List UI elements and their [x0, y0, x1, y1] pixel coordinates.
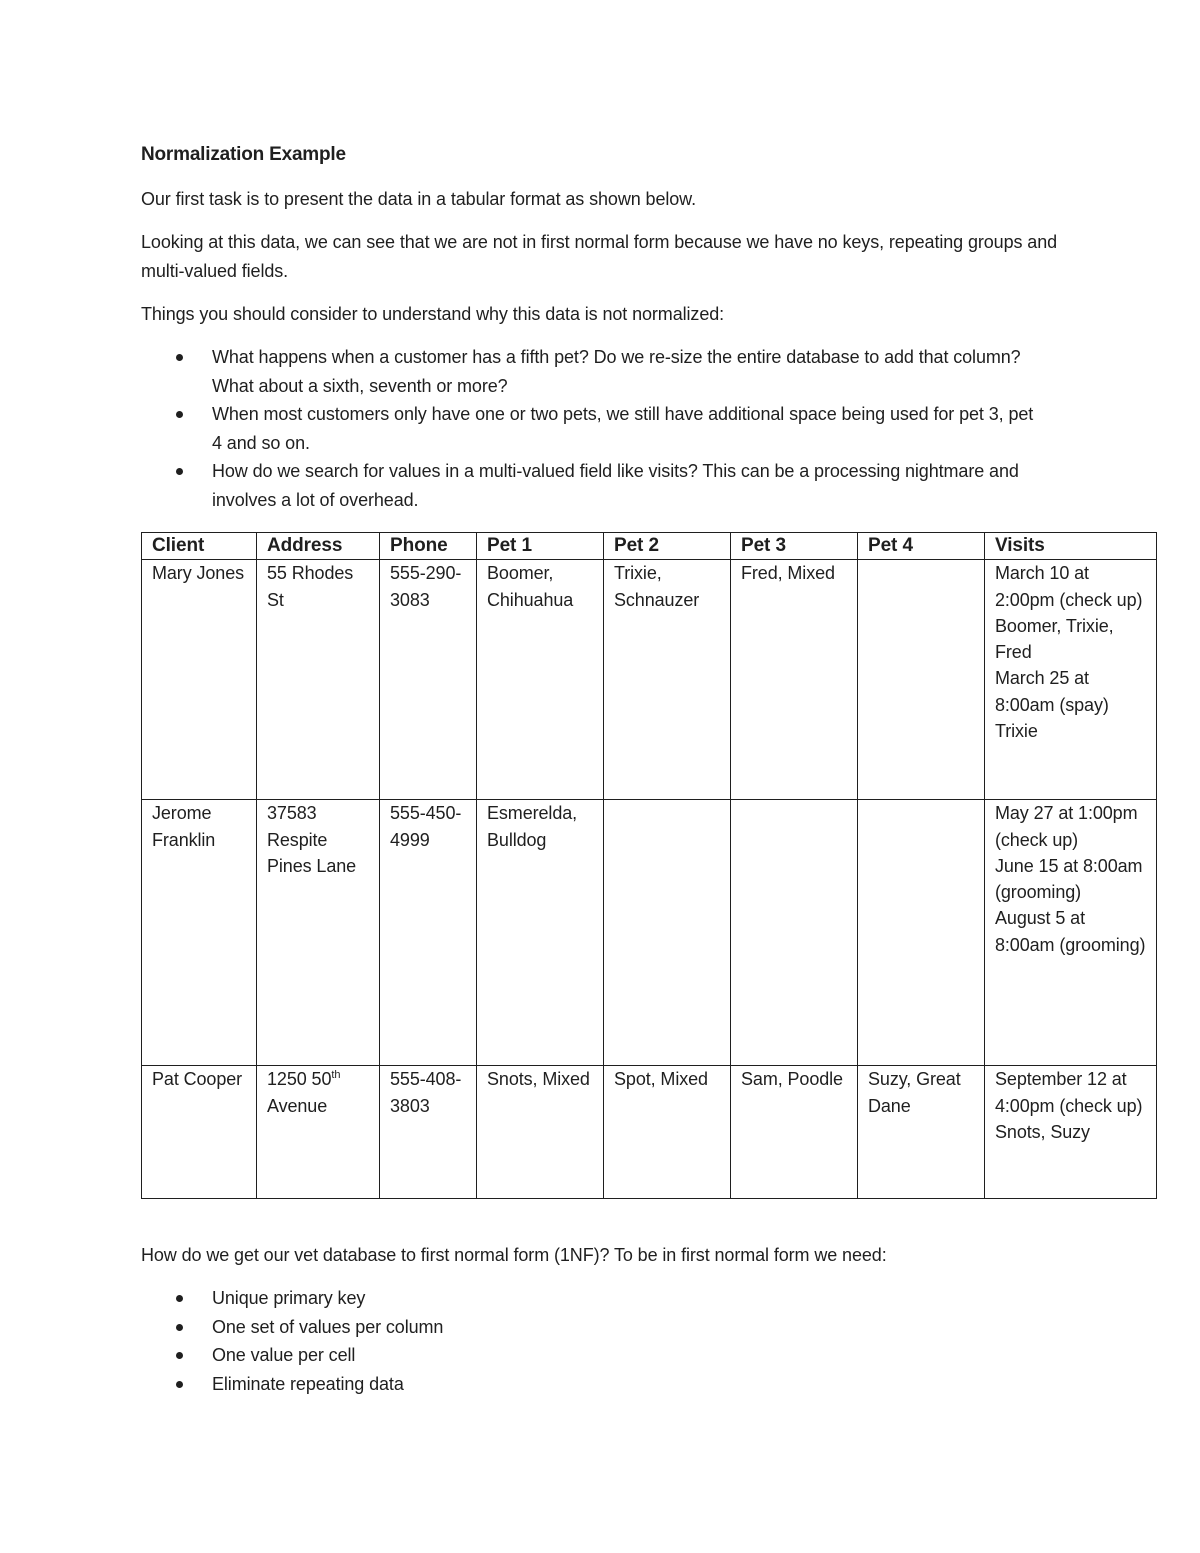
list-item [141, 1370, 1156, 1399]
cell-pet-4: Suzy, Great Dane [858, 1066, 985, 1199]
cell-phone: 555-408-3803 [380, 1066, 477, 1199]
first-normal-form-paragraph: Looking at this data, we can see that we are not in first normal form because we have no keys, repeating groups and multi-valued fields. [141, 232, 1058, 281]
list-item-text: One value per cell [212, 1345, 356, 1365]
column-header-address: Address [257, 533, 380, 560]
list-item-text: Eliminate repeating data [212, 1373, 404, 1394]
address-street: Avenue [267, 1095, 328, 1116]
first-normal-form-question: How do we get our vet database to first normal form (1NF)? To be in first normal form we need: [141, 1245, 887, 1265]
list-item [141, 1313, 1156, 1342]
bullet-icon [176, 411, 183, 418]
column-header-pet-3: Pet 3 [731, 533, 858, 560]
table-header-row [142, 533, 1157, 560]
cell-pet-3: Fred, Mixed [731, 560, 858, 800]
visit-line: June 15 at 8:00am (grooming) [995, 855, 1143, 903]
list-item [141, 343, 1047, 400]
address-number: 1250 50 [267, 1069, 332, 1090]
cell-pet-2 [604, 800, 731, 1066]
column-header-pet-4: Pet 4 [858, 533, 985, 560]
visit-line: August 5 at 8:00am (grooming) [995, 908, 1146, 955]
visit-line: September 12 at 4:00pm (check up) [995, 1069, 1143, 1116]
cell-phone: 555-290-3083 [380, 560, 477, 800]
list-item-text: One set of values per column [212, 1316, 444, 1337]
table-row [142, 1066, 1157, 1199]
list-item [141, 1341, 1156, 1370]
address-ordinal-suffix: th [331, 1069, 341, 1082]
visit-line: March 10 at 2:00pm (check up) [995, 563, 1143, 610]
cell-pet-1: Esmerelda, Bulldog [477, 800, 604, 1066]
column-header-phone: Phone [380, 533, 477, 560]
cell-client: Pat Cooper [142, 1066, 257, 1199]
cell-visits [985, 1066, 1157, 1199]
requirements-section [141, 1241, 1156, 1398]
cell-client: Mary Jones [142, 560, 257, 800]
cell-pet-4 [858, 560, 985, 800]
requirements-list [141, 1284, 1156, 1398]
visit-line: Boomer, Trixie, Fred [995, 615, 1114, 663]
cell-visits [985, 800, 1157, 1066]
cell-address [257, 1066, 380, 1199]
cell-address: 55 Rhodes St [257, 560, 380, 800]
list-item [141, 400, 1047, 457]
vet-data-table [141, 532, 1157, 1199]
visit-line: May 27 at 1:00pm (check up) [995, 803, 1138, 850]
cell-address: 37583 Respite Pines Lane [257, 800, 380, 1066]
list-item-text: How do we search for values in a multi-valued field like visits? This can be a processing nightmare and involves a lot of overhead. [212, 461, 1019, 510]
table-row [142, 800, 1157, 1066]
cell-visits [985, 560, 1157, 800]
visit-line: Snots, Suzy [995, 1121, 1090, 1142]
page-title: Normalization Example [141, 144, 346, 165]
bullet-icon [176, 1295, 183, 1302]
considerations-intro: Things you should consider to understand why this data is not normalized: [141, 304, 725, 324]
cell-phone: 555-450-4999 [380, 800, 477, 1066]
table-row [142, 560, 1157, 800]
list-item-text: Unique primary key [212, 1288, 366, 1308]
list-item-text: When most customers only have one or two pets, we still have additional space being used for pet 3, pet 4 and so on. [212, 404, 1034, 453]
cell-pet-2: Trixie, Schnauzer [604, 560, 731, 800]
visit-line: Trixie [995, 721, 1038, 742]
visit-line: March 25 at 8:00am (spay) [995, 668, 1109, 715]
bullet-icon [176, 468, 183, 475]
column-header-pet-1: Pet 1 [477, 533, 604, 560]
cell-client: Jerome Franklin [142, 800, 257, 1066]
list-item-text: What happens when a customer has a fifth pet? Do we re-size the entire database to add that column? What about a sixth, seventh or more? [212, 347, 1021, 396]
intro-paragraph: Our first task is to present the data in a tabular format as shown below. [141, 189, 696, 209]
bullet-icon [176, 1352, 183, 1359]
cell-pet-3: Sam, Poodle [731, 1066, 858, 1199]
cell-pet-1: Boomer, Chihuahua [477, 560, 604, 800]
bullet-icon [176, 1324, 183, 1331]
considerations-list [141, 343, 1156, 514]
cell-pet-1: Snots, Mixed [477, 1066, 604, 1199]
list-item [141, 1284, 1156, 1313]
column-header-client: Client [142, 533, 257, 560]
column-header-visits: Visits [985, 533, 1157, 560]
list-item [141, 457, 1047, 514]
document-body [141, 140, 1156, 514]
bullet-icon [176, 354, 183, 361]
column-header-pet-2: Pet 2 [604, 533, 731, 560]
bullet-icon [176, 1381, 183, 1388]
cell-pet-4 [858, 800, 985, 1066]
cell-pet-2: Spot, Mixed [604, 1066, 731, 1199]
cell-pet-3 [731, 800, 858, 1066]
